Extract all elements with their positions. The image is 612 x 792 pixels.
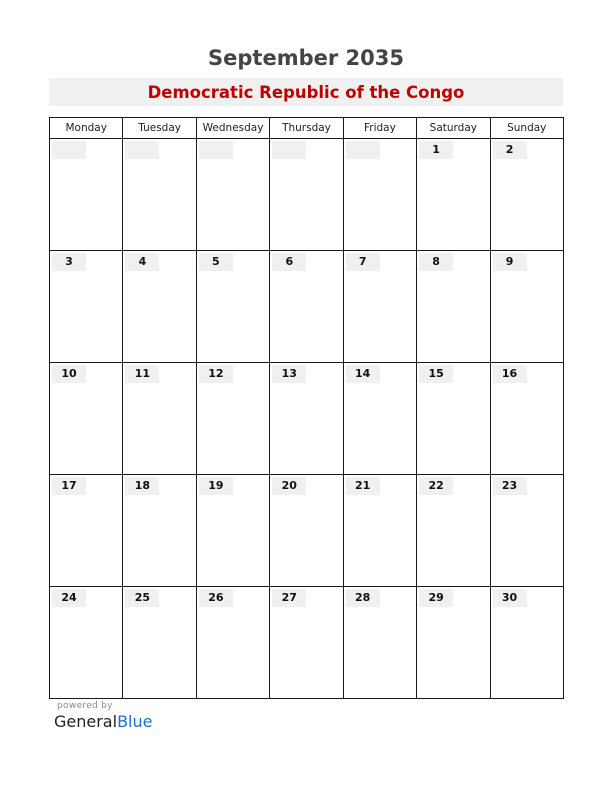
day-cell bbox=[490, 475, 563, 587]
day-number: 13 bbox=[272, 365, 306, 383]
day-cell bbox=[343, 475, 416, 587]
day-cell bbox=[196, 139, 269, 251]
country-name: Democratic Republic of the Congo bbox=[147, 83, 465, 102]
day-cell bbox=[123, 139, 196, 251]
day-cell bbox=[196, 251, 269, 363]
day-number: 1 bbox=[419, 141, 453, 159]
day-number: 12 bbox=[199, 365, 233, 383]
day-number: 17 bbox=[52, 477, 86, 495]
day-cell bbox=[196, 363, 269, 475]
weekday-friday: Friday bbox=[343, 118, 416, 139]
day-number: 26 bbox=[199, 589, 233, 607]
day-cell bbox=[417, 363, 490, 475]
day-cell bbox=[343, 363, 416, 475]
day-number bbox=[125, 141, 159, 159]
day-number: 5 bbox=[199, 253, 233, 271]
brand-general: General bbox=[54, 712, 118, 731]
week-row bbox=[50, 587, 564, 699]
day-cell bbox=[50, 251, 123, 363]
day-cell bbox=[123, 475, 196, 587]
day-number: 16 bbox=[493, 365, 527, 383]
day-cell bbox=[196, 587, 269, 699]
day-number: 21 bbox=[346, 477, 380, 495]
day-cell bbox=[50, 475, 123, 587]
day-cell bbox=[270, 139, 343, 251]
day-cell bbox=[50, 139, 123, 251]
weekday-monday: Monday bbox=[50, 118, 123, 139]
day-number: 28 bbox=[346, 589, 380, 607]
day-number: 4 bbox=[125, 253, 159, 271]
day-cell bbox=[50, 587, 123, 699]
week-row bbox=[50, 139, 564, 251]
day-cell bbox=[490, 251, 563, 363]
day-cell bbox=[270, 475, 343, 587]
day-number: 3 bbox=[52, 253, 86, 271]
day-cell bbox=[417, 139, 490, 251]
day-number bbox=[52, 141, 86, 159]
day-number: 27 bbox=[272, 589, 306, 607]
weekday-header-row bbox=[50, 118, 564, 139]
day-number: 14 bbox=[346, 365, 380, 383]
brand-blue: Blue bbox=[117, 712, 153, 731]
day-number: 8 bbox=[419, 253, 453, 271]
day-cell bbox=[343, 139, 416, 251]
day-number: 10 bbox=[52, 365, 86, 383]
day-number: 24 bbox=[52, 589, 86, 607]
day-cell bbox=[417, 475, 490, 587]
day-cell bbox=[343, 587, 416, 699]
weekday-thursday: Thursday bbox=[270, 118, 343, 139]
day-number: 25 bbox=[125, 589, 159, 607]
week-row bbox=[50, 475, 564, 587]
day-number: 15 bbox=[419, 365, 453, 383]
day-number: 19 bbox=[199, 477, 233, 495]
weekday-saturday: Saturday bbox=[417, 118, 490, 139]
day-number: 6 bbox=[272, 253, 306, 271]
day-cell bbox=[490, 363, 563, 475]
day-cell bbox=[417, 251, 490, 363]
day-cell bbox=[417, 587, 490, 699]
page-title: September 2035 bbox=[208, 46, 404, 70]
day-cell bbox=[270, 251, 343, 363]
day-number: 7 bbox=[346, 253, 380, 271]
day-number bbox=[346, 141, 380, 159]
day-cell bbox=[270, 363, 343, 475]
country-banner bbox=[49, 78, 563, 106]
day-cell bbox=[270, 587, 343, 699]
day-number: 9 bbox=[493, 253, 527, 271]
day-cell bbox=[196, 475, 269, 587]
day-number: 30 bbox=[493, 589, 527, 607]
day-number: 23 bbox=[493, 477, 527, 495]
day-cell bbox=[343, 251, 416, 363]
day-number: 22 bbox=[419, 477, 453, 495]
day-number bbox=[199, 141, 233, 159]
weekday-sunday: Sunday bbox=[490, 118, 563, 139]
day-number bbox=[272, 141, 306, 159]
brand-logo[interactable] bbox=[54, 712, 152, 731]
day-cell bbox=[123, 587, 196, 699]
day-cell bbox=[123, 363, 196, 475]
day-number: 20 bbox=[272, 477, 306, 495]
weekday-wednesday: Wednesday bbox=[196, 118, 269, 139]
week-row bbox=[50, 251, 564, 363]
day-number: 11 bbox=[125, 365, 159, 383]
day-cell bbox=[490, 139, 563, 251]
day-number: 2 bbox=[493, 141, 527, 159]
powered-by-label: powered by bbox=[57, 701, 113, 711]
week-row bbox=[50, 363, 564, 475]
calendar-grid bbox=[49, 117, 564, 699]
day-cell bbox=[123, 251, 196, 363]
day-cell bbox=[50, 363, 123, 475]
day-number: 18 bbox=[125, 477, 159, 495]
weekday-tuesday: Tuesday bbox=[123, 118, 196, 139]
day-number: 29 bbox=[419, 589, 453, 607]
day-cell bbox=[490, 587, 563, 699]
